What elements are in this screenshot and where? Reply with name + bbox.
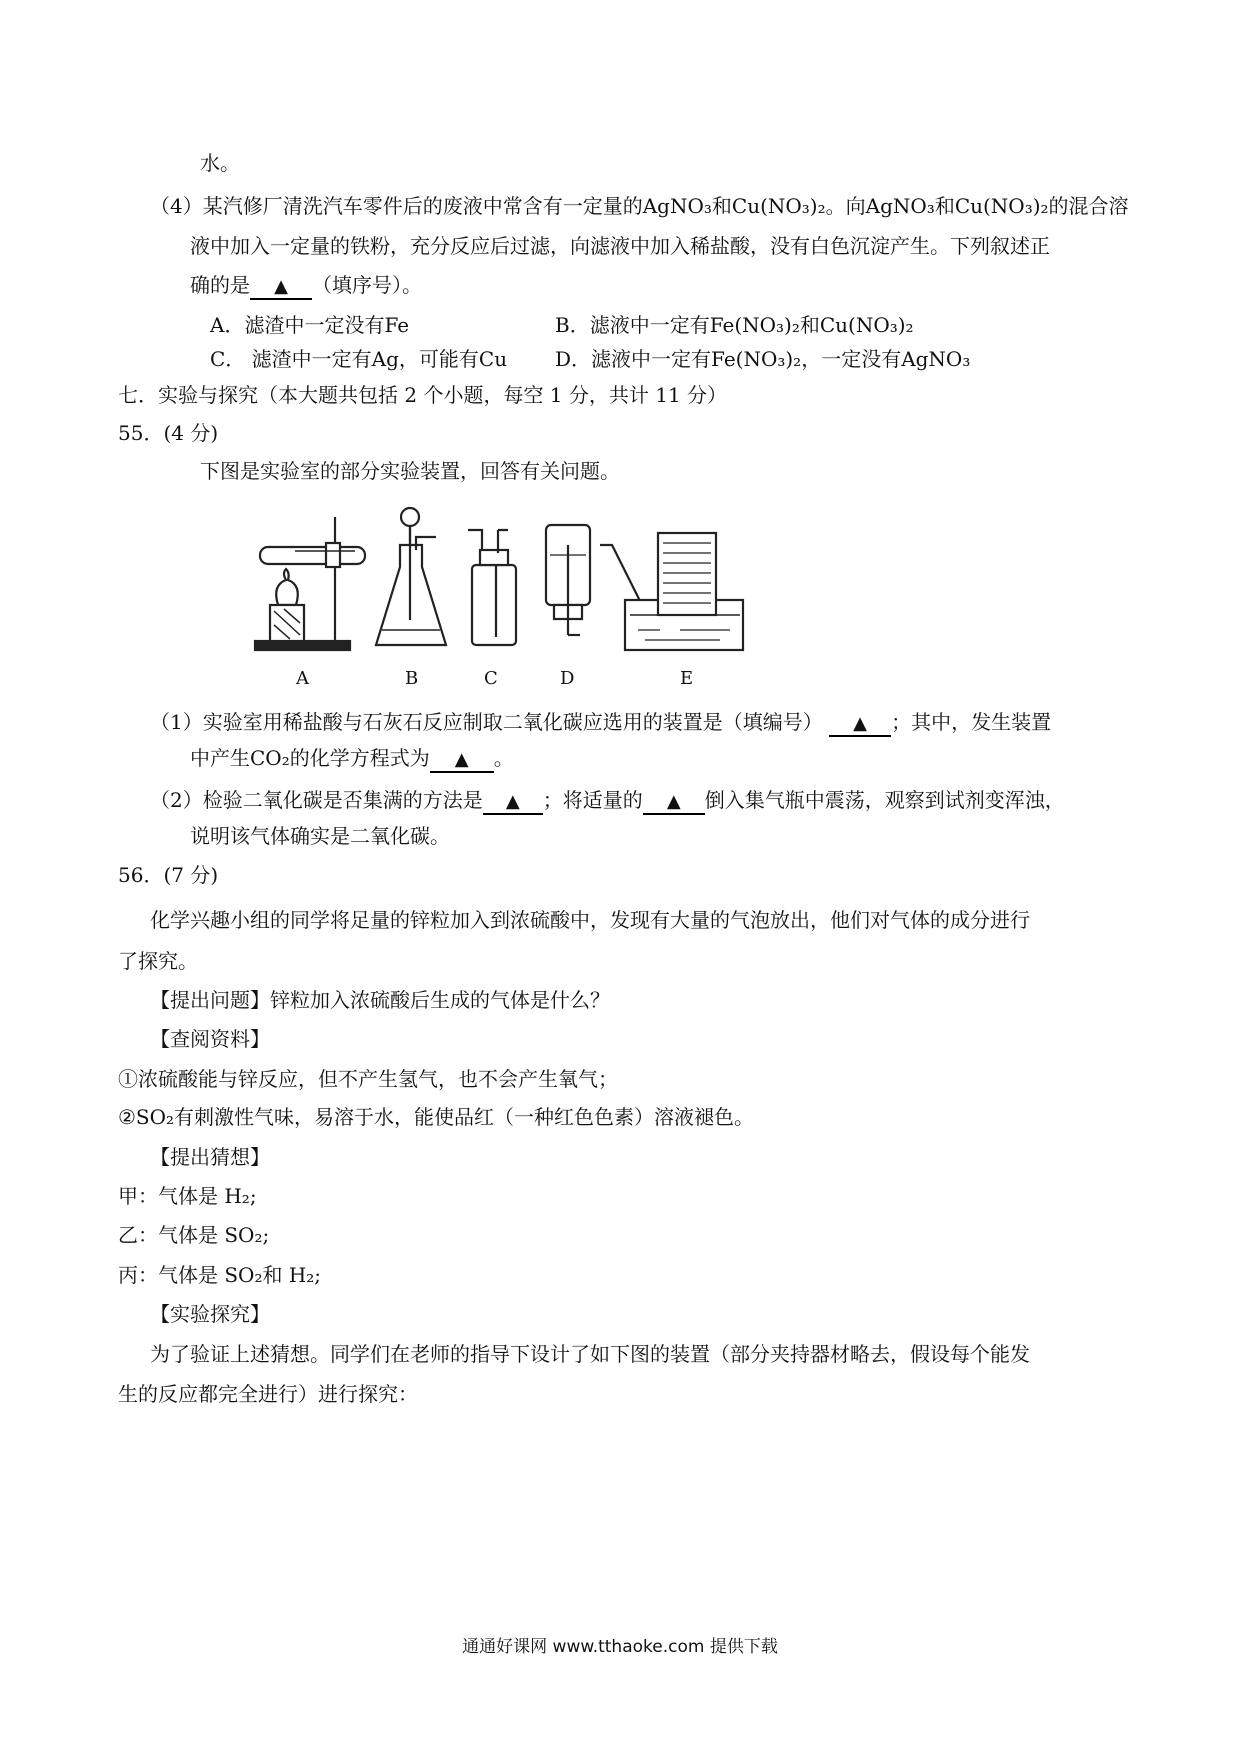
q4-option-c: C． 滤渣中一定有Ag，可能有Cu [210,347,508,371]
q4-line3: 确的是 ▲ （填序号）。 [190,272,422,300]
q55-heading: 55．(4 分) [118,421,219,445]
q4-line1: （4）某汽修厂清洗汽车零件后的废液中常含有一定量的AgNO₃和Cu(NO₃)₂。向AgNO₃和Cu(NO₃)₂的混合溶 [150,194,1129,218]
q4-option-b: B．滤液中一定有Fe(NO₃)₂和Cu(NO₃)₂ [555,313,914,337]
apparatus-a [255,517,365,650]
q56-exp-heading: 【实验探究】 [150,1302,270,1326]
page-footer: 通通好课网 www.tthaoke.com 提供下载 [462,1637,778,1657]
label-c: C [484,668,498,689]
q55-s1-line2: 中产生CO₂的化学方程式为 ▲ 。 [190,745,514,773]
apparatus-d [546,525,590,635]
q56-intro2: 了探究。 [118,949,198,973]
label-d: D [560,668,575,689]
apparatus-b [376,508,446,645]
answer-blank[interactable]: ▲ [250,274,312,300]
q55-intro: 下图是实验室的部分实验装置，回答有关问题。 [200,459,620,483]
label-b: B [405,668,419,689]
answer-blank[interactable]: ▲ [430,747,494,773]
q56-guess-3: 丙：气体是 SO₂和 H₂; [118,1263,322,1287]
q56-ref2: ②SO₂有刺激性气味，易溶于水，能使品红（一种红色色素）溶液褪色。 [118,1105,755,1129]
q4-option-d: D．滤液中一定有Fe(NO₃)₂，一定没有AgNO₃ [555,347,971,371]
q56-exp2: 生的反应都完全进行）进行探究： [118,1382,418,1406]
q56-guess-heading: 【提出猜想】 [150,1145,270,1169]
q56-ref-heading: 【查阅资料】 [150,1027,270,1051]
label-e: E [680,668,694,689]
q56-intro1: 化学兴趣小组的同学将足量的锌粒加入到浓硫酸中，发现有大量的气泡放出，他们对气体的成分进行 [150,908,1030,932]
q56-question: 【提出问题】锌粒加入浓硫酸后生成的气体是什么？ [150,988,610,1012]
section-heading: 七．实验与探究（本大题共包括 2 个小题，每空 1 分，共计 11 分） [118,383,728,407]
answer-blank[interactable]: ▲ [643,789,705,815]
apparatus-e [600,533,743,650]
q4-option-a: A．滤渣中一定没有Fe [210,313,410,337]
label-a: A [296,668,309,689]
apparatus-c [468,530,516,645]
q56-ref1: ①浓硫酸能与锌反应，但不产生氢气，也不会产生氧气； [118,1067,618,1091]
q56-guess-2: 乙：气体是 SO₂; [118,1223,270,1247]
q55-s2-line1: （2）检验二氧化碳是否集满的方法是 ▲ ；将适量的 ▲ 倒入集气瓶中震荡，观察到试剂变浑浊， [150,787,1065,815]
q55-s2-line2: 说明该气体确实是二氧化碳。 [190,824,450,848]
lab-apparatus-figure [250,505,770,660]
answer-blank[interactable]: ▲ [829,711,891,737]
q4-cont: 水。 [200,151,240,175]
q56-heading: 56．(7 分) [118,863,219,887]
q55-s1-line1: （1）实验室用稀盐酸与石灰石反应制取二氧化碳应选用的装置是（填编号） ▲ ；其中，发生装置 [150,709,1051,737]
q4-line2: 液中加入一定量的铁粉，充分反应后过滤，向滤液中加入稀盐酸，没有白色沉淀产生。下列叙述正 [190,234,1050,258]
q56-guess-1: 甲：气体是 H₂; [118,1184,257,1208]
q56-exp1: 为了验证上述猜想。同学们在老师的指导下设计了如下图的装置（部分夹持器材略去，假设每个能发 [150,1342,1030,1366]
answer-blank[interactable]: ▲ [483,789,543,815]
